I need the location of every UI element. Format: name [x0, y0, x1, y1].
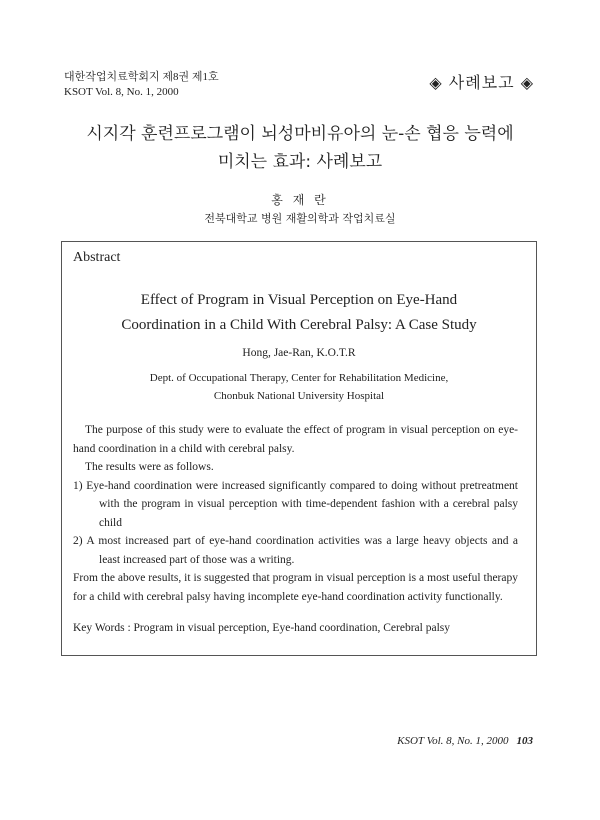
- title-line-1: 시지각 훈련프로그램이 뇌성마비유아의 눈-손 협응 능력에: [86, 124, 514, 144]
- result-item-1: 1) Eye-hand coordination were increased significantly compared to doing without pretreatment with the program in visual perception with time-dependent fashion with a cerebral palsy child: [73, 479, 518, 529]
- author-english: Hong, Jae-Ran, K.O.T.R: [242, 347, 356, 359]
- abstract-conclusion: From the above results, it is suggested that program in visual perception is a most useful therapy for a child with cerebral palsy having incomplete eye-hand coordination activity functionally.: [73, 572, 518, 603]
- section-tag: ◈ 사례보고 ◈: [429, 73, 534, 92]
- abstract-purpose: The purpose of this study were to evaluate the effect of program in visual perception on eye-hand coordination in a child with cerebral palsy.: [73, 424, 518, 455]
- page-footer: [397, 735, 533, 747]
- results-intro: The results were as follows.: [85, 461, 214, 473]
- paper-title-korean: [0, 120, 600, 176]
- en-title-line-2: Coordination in a Child With Cerebral Palsy: A Case Study: [121, 317, 477, 333]
- paper-title-english: [61, 288, 537, 338]
- abstract-heading: Abstract: [73, 250, 121, 265]
- affil-line-2: Chonbuk National University Hospital: [213, 390, 385, 402]
- page-number: 103: [516, 735, 533, 747]
- result-item-2: 2) A most increased part of eye-hand coordination activities was a large heavy objects and a least increased part of those was a writing.: [73, 535, 518, 566]
- keywords: Key Words : Program in visual perception, Eye-hand coordination, Cerebral palsy: [73, 622, 450, 634]
- en-title-line-1: Effect of Program in Visual Perception on Eye-Hand: [140, 292, 458, 308]
- affil-line-1: Dept. of Occupational Therapy, Center for Rehabilitation Medicine,: [149, 372, 449, 384]
- abstract-body: [73, 421, 518, 638]
- journal-citation: KSOT Vol. 8, No. 1, 2000: [64, 86, 179, 98]
- author-korean: 홍 재 란: [271, 193, 329, 207]
- journal-name-korean: 대한작업치료학회지 제8권 제1호: [64, 71, 219, 83]
- footer-journal: KSOT Vol. 8, No. 1, 2000: [397, 735, 509, 747]
- affiliation-english: [61, 369, 537, 405]
- affiliation-korean: 전북대학교 병원 재활의학과 작업치료실: [204, 212, 396, 225]
- title-line-2: 미치는 효과: 사례보고: [217, 152, 383, 172]
